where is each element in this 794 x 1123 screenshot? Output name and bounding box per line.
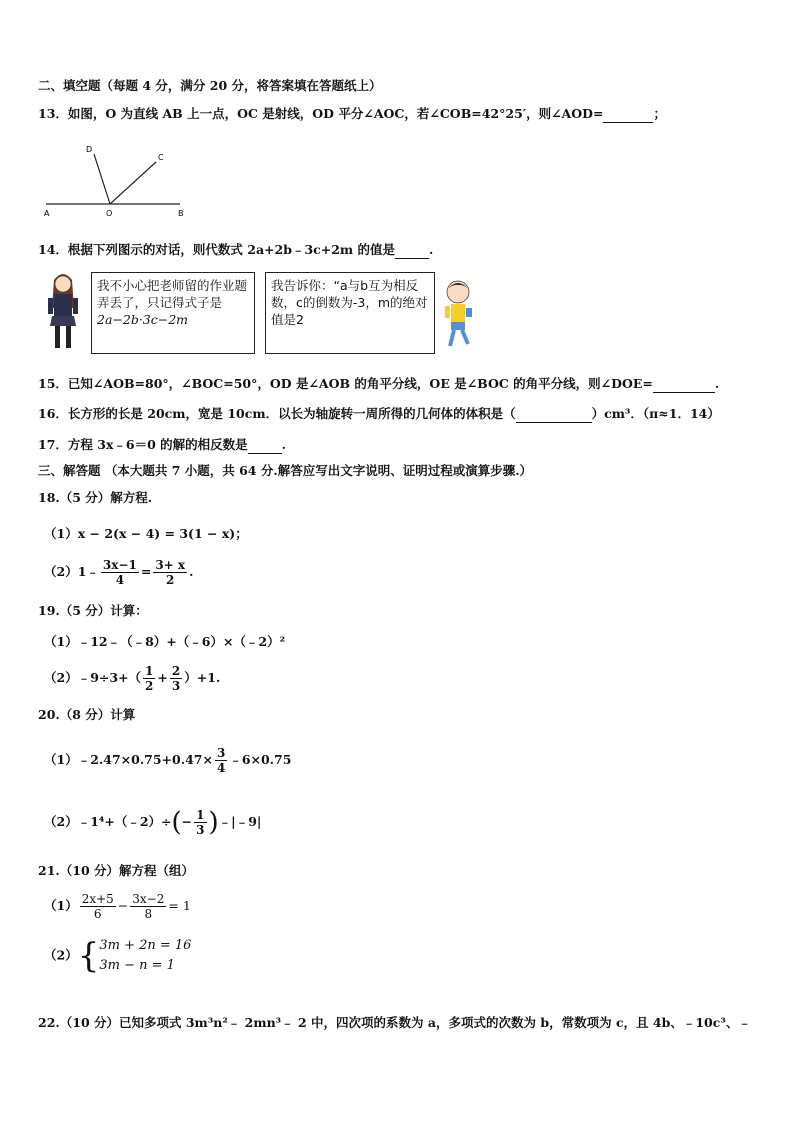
question-14 [38, 242, 433, 259]
label-b: B [178, 209, 184, 218]
ray-od [94, 154, 110, 204]
question-15-tail: . [714, 376, 720, 391]
section-2-heading: 二、填空题（每题 4 分，满分 20 分，将答案填在答题纸上） [38, 78, 382, 93]
left-paren: ( [171, 807, 182, 838]
period: . [189, 564, 194, 579]
minus-sign: − [117, 898, 129, 913]
ray-oc [110, 162, 156, 204]
question-21-part-2 [44, 936, 191, 976]
q20-p1-prefix: （1）﹣2.47×0.75+0.47× [44, 752, 213, 767]
q21-fraction-1 [80, 892, 116, 921]
label-o: O [106, 209, 113, 218]
question-13-tail: ； [653, 106, 666, 121]
denominator: 3 [196, 823, 205, 837]
q18-fraction-2 [153, 558, 187, 587]
label-d: D [86, 145, 93, 154]
question-15 [38, 376, 719, 393]
question-18-title: 18.（5 分）解方程. [38, 490, 153, 505]
denominator: 4 [216, 761, 226, 775]
label-c: C [158, 153, 164, 162]
answer-blank [653, 376, 715, 393]
question-19-title: 19.（5 分）计算： [38, 603, 148, 618]
q19-fraction-1 [143, 664, 155, 693]
question-15-text: 15．已知∠AOB=80°，∠BOC=50°，OD 是∠AOB 的角平分线，OE 是∠BOC 的角平分线，则∠DOE= [38, 376, 653, 391]
angle-diagram [38, 140, 198, 220]
part-label: （1） [44, 898, 78, 913]
question-14-tail: . [429, 242, 434, 257]
denominator: 6 [93, 907, 102, 921]
girl-speech-text: 我不小心把老师留的作业题弄丢了，只记得式子是 [97, 278, 248, 310]
equation-1: 3m + 2n = 16 [99, 938, 192, 953]
question-18-part-1-text: （1）x − 2(x − 4) = 3(1 − x)； [44, 526, 248, 541]
q21-fraction-2 [130, 892, 166, 921]
question-20-title: 20.（8 分）计算 [38, 707, 136, 722]
question-20-part-1 [44, 746, 291, 775]
question-16-tail: ）cm³．（π≈1．14） [591, 406, 720, 421]
girl-speech-expression: 2a−2b·3c−2m [97, 312, 189, 327]
numerator: 3x−2 [132, 892, 165, 906]
question-16-text: 16．长方形的长是 20cm，宽是 10cm．以长为轴旋转一周所得的几何体的体积是（ [38, 406, 516, 421]
equation-system [99, 936, 191, 976]
q19-fraction-2 [170, 664, 182, 693]
numerator: 2 [171, 664, 181, 678]
q18-fraction-1 [101, 558, 139, 587]
girl-speech-bubble [91, 272, 255, 354]
question-16 [38, 406, 720, 423]
answer-blank [516, 406, 592, 423]
q20-p2-prefix: （2）﹣1⁴+（﹣2）÷ [44, 814, 172, 829]
numerator: 3 [216, 746, 226, 760]
q20-fraction-1 [215, 746, 227, 775]
question-18-part-2 [44, 558, 193, 587]
question-22: 22.（10 分）已知多项式 3m³n²﹣ 2mn³﹣ 2 中，四次项的系数为 a，多项式的次数为 b，常数项为 c，且 4b、﹣10c³、﹣ [38, 1015, 751, 1030]
equals-one: = 1 [168, 898, 191, 913]
boy-speech-text: 我告诉你：“a与b互为相反数，c的倒数为-3，m的绝对值是2 [271, 278, 428, 327]
question-17-tail: . [281, 437, 287, 452]
label-a: A [44, 209, 50, 218]
answer-blank [603, 106, 653, 123]
numerator: 2x+5 [81, 892, 114, 906]
boy-speech-bubble [265, 272, 435, 354]
question-13-text: 13．如图，O 为直线 AB 上一点，OC 是射线，OD 平分∠AOC，若∠COB=42°25′，则∠AOD= [38, 106, 604, 121]
q20-p2-end: ﹣|﹣9| [218, 814, 262, 829]
plus-sign: + [157, 670, 168, 685]
right-paren: ) [208, 807, 219, 838]
left-brace: { [77, 936, 100, 976]
boy-illustration [438, 278, 478, 352]
q18-p2-prefix: （2）1﹣ [44, 564, 99, 579]
girl-illustration [40, 268, 86, 354]
denominator: 3 [171, 679, 181, 693]
question-21-part-1 [44, 892, 191, 921]
part-label: （2） [44, 947, 78, 963]
numerator: 3x−1 [102, 558, 137, 572]
equation-2: 3m − n = 1 [99, 958, 175, 973]
question-13 [38, 106, 666, 123]
section-3-heading: 三、解答题 （本大题共 7 小题，共 64 分.解答应写出文字说明、证明过程或演算步骤.） [38, 463, 533, 478]
denominator: 8 [144, 907, 153, 921]
equals-sign: = [140, 564, 152, 579]
question-20-part-2 [44, 808, 261, 837]
question-17-text: 17．方程 3x﹣6＝0 的解的相反数是 [38, 437, 248, 452]
question-17 [38, 437, 286, 454]
q20-fraction-2 [194, 808, 206, 837]
question-18-part-1 [44, 526, 248, 542]
question-19-part-1: （1）﹣12﹣（﹣8）+（﹣6）×（﹣2）² [44, 634, 286, 649]
numerator: 1 [196, 808, 205, 822]
question-19-part-2 [44, 664, 220, 693]
answer-blank [248, 437, 282, 454]
answer-blank [395, 242, 429, 259]
denominator: 2 [145, 679, 154, 693]
numerator: 1 [145, 664, 154, 678]
numerator: 3+ x [155, 558, 186, 572]
q19-p2-prefix: （2）﹣9÷3+（ [44, 670, 142, 685]
q20-p1-end: ﹣6×0.75 [229, 752, 292, 767]
question-14-text: 14．根据下列图示的对话，则代数式 2a+2b﹣3c+2m 的值是 [38, 242, 396, 257]
minus-sign: − [181, 814, 193, 829]
denominator: 2 [166, 573, 175, 587]
q19-p2-end: ）+1. [184, 670, 221, 685]
denominator: 4 [115, 573, 125, 587]
question-21-title: 21.（10 分）解方程（组） [38, 863, 194, 878]
